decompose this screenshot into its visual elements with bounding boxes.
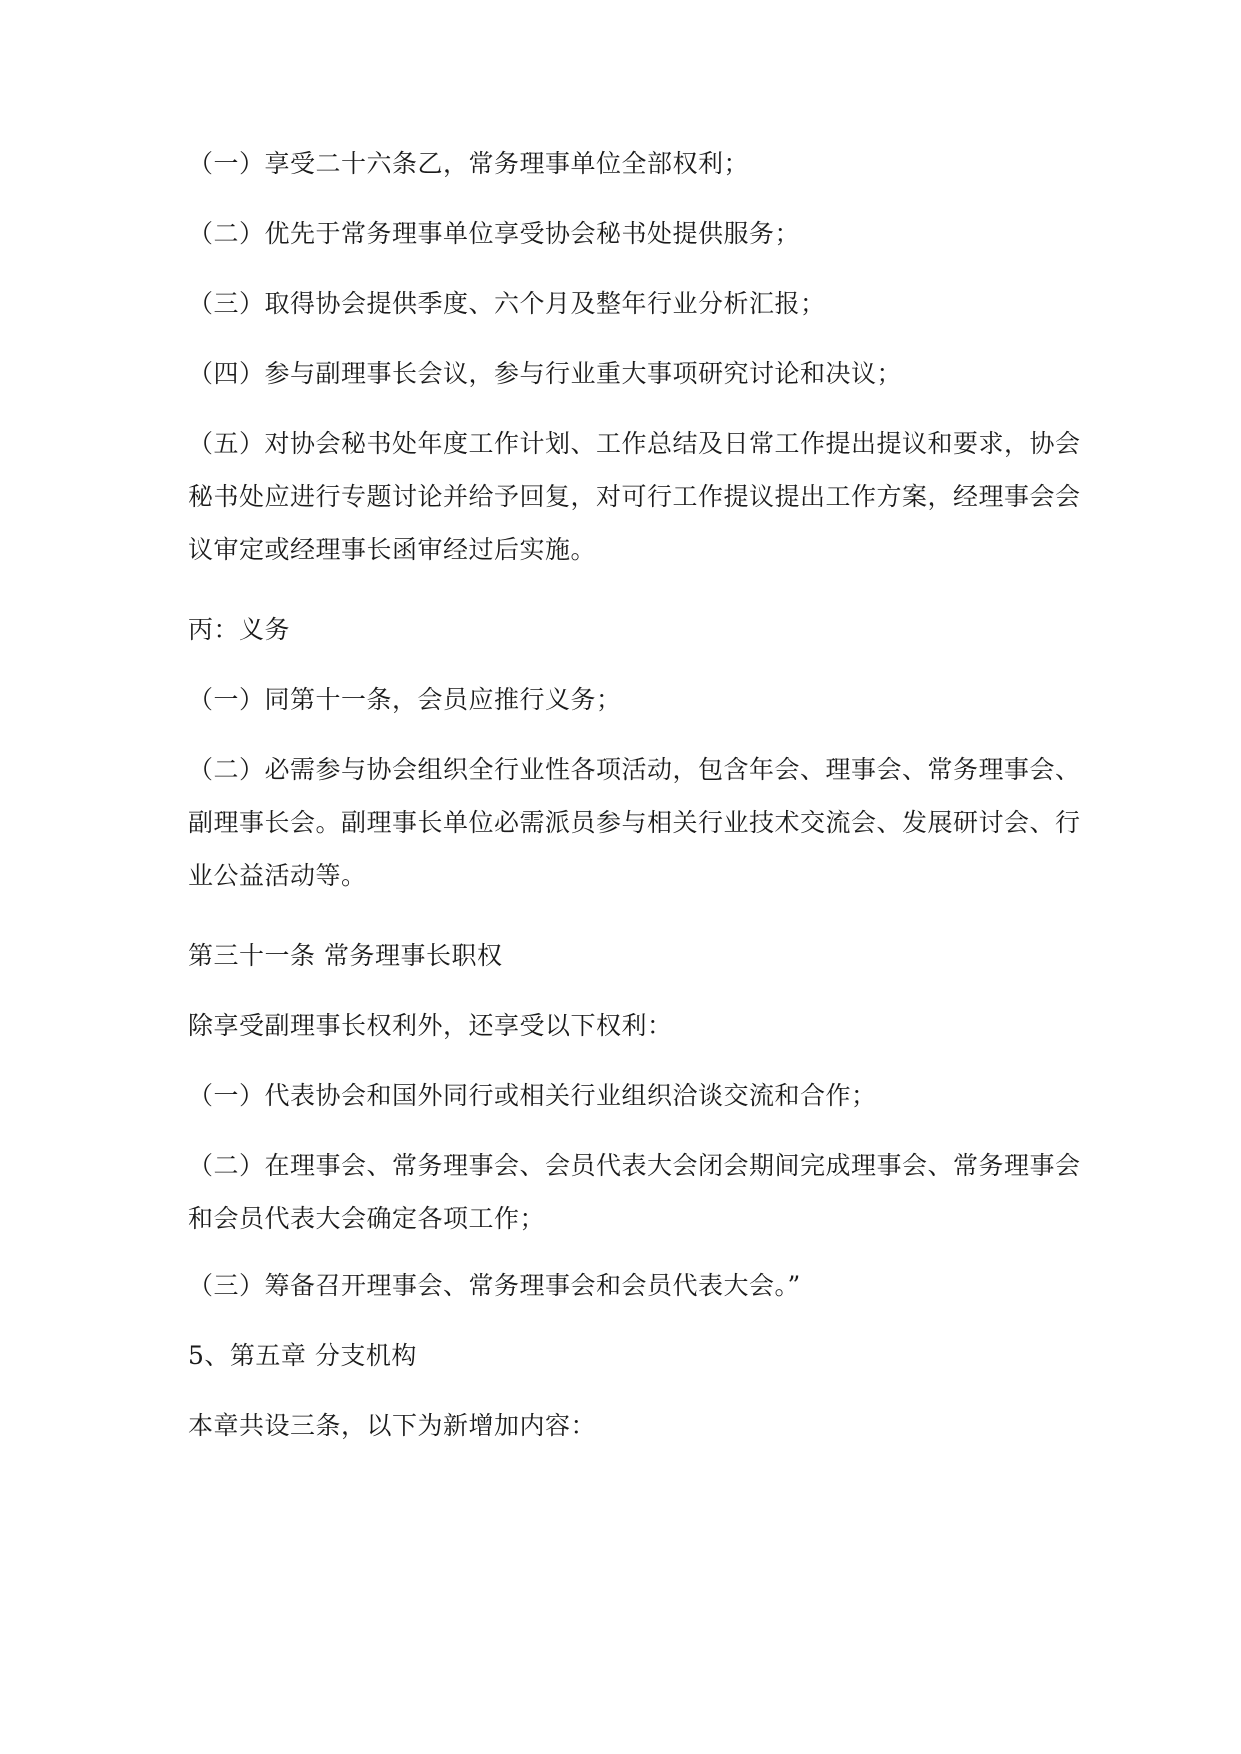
paragraph-right-c [188, 1259, 1058, 1312]
paragraph-right-1 [188, 137, 1058, 190]
text-line: （五）对协会秘书处年度工作计划、工作总结及日常工作提出提议和要求，协会 [188, 429, 1081, 458]
paragraph-right-a [188, 1069, 1058, 1122]
text-line: 议审定或经理事长函审经过后实施。 [188, 535, 597, 564]
text-line: （三）取得协会提供季度、六个月及整年行业分析汇报； [188, 289, 826, 318]
text-line: （二）优先于常务理事单位享受协会秘书处提供服务； [188, 219, 801, 248]
text-line: （三）筹备召开理事会、常务理事会和会员代表大会。” [188, 1271, 801, 1300]
text-line: 本章共设三条，以下为新增加内容： [188, 1411, 597, 1440]
text-line: （一）代表协会和国外同行或相关行业组织洽谈交流和合作； [188, 1081, 877, 1110]
paragraph-duty-1 [188, 673, 1058, 726]
paragraph-intro [188, 999, 1058, 1052]
chapter-heading-5 [188, 1329, 1058, 1382]
text-line: 5、第五章 分支机构 [188, 1341, 417, 1370]
text-line: 秘书处应进行专题讨论并给予回复，对可行工作提议提出工作方案，经理事会会 [188, 482, 1081, 511]
text-line: 业公益活动等。 [188, 861, 367, 890]
text-line: （二）在理事会、常务理事会、会员代表大会闭会期间完成理事会、常务理事会 [188, 1151, 1081, 1180]
paragraph-right-5 [188, 417, 1081, 576]
text-line: （四）参与副理事长会议，参与行业重大事项研究讨论和决议； [188, 359, 903, 388]
paragraph-duty-2 [188, 743, 1081, 902]
section-heading-obligations [188, 603, 1058, 656]
text-line: 副理事长会。副理事长单位必需派员参与相关行业技术交流会、发展研讨会、行 [188, 808, 1081, 837]
text-line: 除享受副理事长权利外，还享受以下权利： [188, 1011, 673, 1040]
text-line: 丙：义务 [188, 615, 291, 644]
paragraph-right-2 [188, 207, 1058, 260]
paragraph-right-4 [188, 347, 1058, 400]
article-heading-31 [188, 929, 1058, 982]
paragraph-right-3 [188, 277, 1058, 330]
paragraph-right-b [188, 1139, 1081, 1245]
text-line: （一）同第十一条，会员应推行义务； [188, 685, 622, 714]
text-line: 第三十一条 常务理事长职权 [188, 941, 503, 970]
text-line: 和会员代表大会确定各项工作； [188, 1204, 546, 1233]
text-line: （二）必需参与协会组织全行业性各项活动，包含年会、理事会、常务理事会、 [188, 755, 1081, 784]
paragraph-chapter-intro [188, 1399, 1058, 1452]
text-line: （一）享受二十六条乙，常务理事单位全部权利； [188, 149, 750, 178]
